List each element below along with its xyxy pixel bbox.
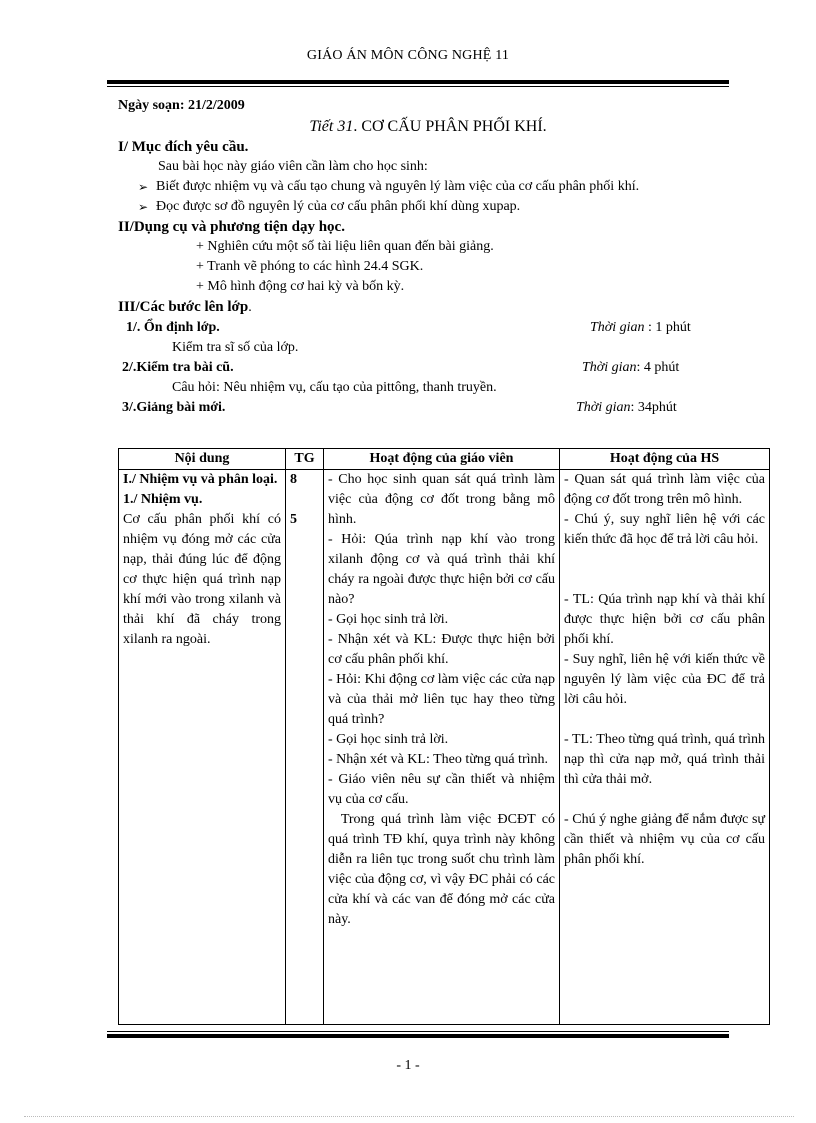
step-3-row [118, 398, 738, 418]
teacher-activity: - Hỏi: Khi động cơ làm việc các cửa nạp và của thải mở liên tục hay theo từng quá trình? [328, 672, 555, 727]
section-1-intro: Sau bài học này giáo viên cần làm cho học sinh: [158, 159, 428, 174]
student-activity-cell [560, 470, 770, 1025]
student-activity: - Chú ý nghe giảng để nắm được sự cần thiết và nhiệm vụ của cơ cấu phân phối khí. [564, 812, 765, 867]
footer-rule-thick [107, 1034, 729, 1038]
lesson-name: . CƠ CẤU PHÂN PHỐI KHÍ. [353, 118, 547, 135]
section-3-heading [118, 297, 738, 318]
time-label: Thời gian [590, 320, 645, 335]
objective-text: Đọc được sơ đồ nguyên lý của cơ cấu phân phối khí dùng xupap. [156, 199, 521, 214]
student-activity: - TL: Qúa trình nạp khí và thải khí được thực hiện bởi cơ cấu phân phối khí. [564, 592, 765, 647]
section-3-heading-dot: . [248, 300, 252, 315]
teacher-activity: - Nhận xét và KL: Được thực hiện bởi cơ cấu phân phối khí. [328, 632, 555, 667]
teacher-activity: Trong quá trình làm việc ĐCĐT có quá trình TĐ khí, quya trình này không diễn ra liên tục trong suốt chu trình làm việc của động cơ, vì vậy ĐC phải có các cửa khí và các van để đóng mở các cửa này. [328, 812, 559, 927]
teacher-activity-cell [324, 470, 560, 1025]
time-value: : 34phút [630, 400, 677, 415]
content-cell [119, 470, 286, 1025]
content-text: Cơ cấu phân phối khí có nhiệm vụ đóng mở các cửa nạp, thải đúng lúc để động cơ thực hiện quá trình nạp khí mới vào trong xilanh và thải khí đã cháy trong xilanh ra ngoài. [123, 512, 281, 647]
lesson-activity-table [118, 448, 770, 1025]
step-2-row [118, 358, 738, 378]
page-bottom-dotted-line [24, 1116, 794, 1117]
header-rule-thin [107, 86, 729, 87]
arrow-bullet-icon: ➢ [138, 180, 149, 194]
header-rule-thick [107, 80, 729, 84]
table-row [119, 470, 770, 1025]
content-title: I./ Nhiệm vụ và phân loại. [123, 472, 278, 487]
step-1-row [118, 318, 738, 338]
content-subtitle: 1./ Nhiệm vụ. [123, 492, 203, 507]
time-value: : 1 phút [644, 320, 691, 335]
step-2-content: Câu hỏi: Nêu nhiệm vụ, cấu tạo của pittông, thanh truyền. [172, 380, 497, 395]
column-header-content: Nội dung [119, 449, 286, 470]
student-activity: - Quan sát quá trình làm việc của động cơ đốt trong trên mô hình. [564, 472, 765, 507]
objective-item [118, 177, 738, 197]
step-1-content: Kiểm tra sĩ số của lớp. [172, 340, 299, 355]
document-body [118, 96, 738, 418]
tool-item: + Mô hình động cơ hai kỳ và bốn kỳ. [196, 279, 405, 294]
column-header-teacher: Hoạt động của giáo viên [324, 449, 560, 470]
preparation-date: Ngày soạn: 21/2/2009 [118, 98, 245, 113]
table-header-row [119, 449, 770, 470]
student-activity: - TL: Theo từng quá trình, quá trình nạp thì cửa nạp mở, quá trình thải thì cửa thải mở. [564, 732, 765, 787]
tool-item: + Nghiên cứu một số tài liệu liên quan đến bài giảng. [196, 239, 494, 254]
teacher-activity: - Nhận xét và KL: Theo từng quá trình. [328, 752, 549, 767]
step-3-time [576, 398, 677, 418]
teacher-activity: - Hỏi: Qúa trình nạp khí vào trong xilanh động cơ và quá trình thải khí cháy ra ngoài được thực hiện bởi cơ cấu nào? [328, 532, 555, 607]
teacher-activity: - Gọi học sinh trả lời. [328, 612, 449, 627]
section-3-heading-text: III/Các bước lên lớp [118, 299, 249, 315]
page-header-title: GIÁO ÁN MÔN CÔNG NGHỆ 11 [306, 48, 510, 63]
teacher-activity: - Cho học sinh quan sát quá trình làm việc của động cơ đốt trong bằng mô hình. [328, 472, 555, 527]
column-header-student: Hoạt động của HS [560, 449, 770, 470]
lesson-title [118, 117, 738, 137]
lesson-number: Tiết 31 [309, 118, 354, 135]
tool-item: + Tranh vẽ phóng to các hình 24.4 SGK. [196, 259, 424, 274]
step-2-time [582, 358, 679, 378]
footer-rule-thin [107, 1031, 729, 1032]
page-number: - 1 - [396, 1058, 420, 1073]
teacher-activity: - Giáo viên nêu sự cần thiết và nhiệm vụ của cơ cấu. [328, 772, 555, 807]
time-label: Thời gian [582, 360, 637, 375]
step-3-label: 3/.Giảng bài mới. [122, 400, 226, 415]
section-2-heading: II/Dụng cụ và phương tiện dạy học. [118, 219, 345, 235]
time-value-1: 8 [290, 472, 297, 487]
objective-item [118, 197, 738, 217]
objective-text: Biết được nhiệm vụ và cấu tạo chung và nguyên lý làm việc của cơ cấu phân phối khí. [156, 179, 640, 194]
time-cell [286, 470, 324, 1025]
teacher-activity: - Gọi học sinh trả lời. [328, 732, 449, 747]
section-1-heading: I/ Mục đích yêu cầu. [118, 139, 249, 155]
column-header-time: TG [286, 449, 324, 470]
student-activity: - Suy nghĩ, liên hệ với kiến thức về nguyên lý làm việc của ĐC để trả lời câu hỏi. [564, 652, 765, 707]
student-activity: - Chú ý, suy nghĩ liên hệ với các kiến thức đã học để trả lời câu hỏi. [564, 512, 765, 547]
time-value-2: 5 [290, 512, 297, 527]
step-1-label: 1/. Ổn định lớp. [126, 320, 220, 335]
time-value: : 4 phút [636, 360, 680, 375]
step-1-time [590, 318, 691, 338]
arrow-bullet-icon: ➢ [138, 200, 149, 214]
step-2-label: 2/.Kiểm tra bài cũ. [122, 360, 234, 375]
time-label: Thời gian [576, 400, 631, 415]
